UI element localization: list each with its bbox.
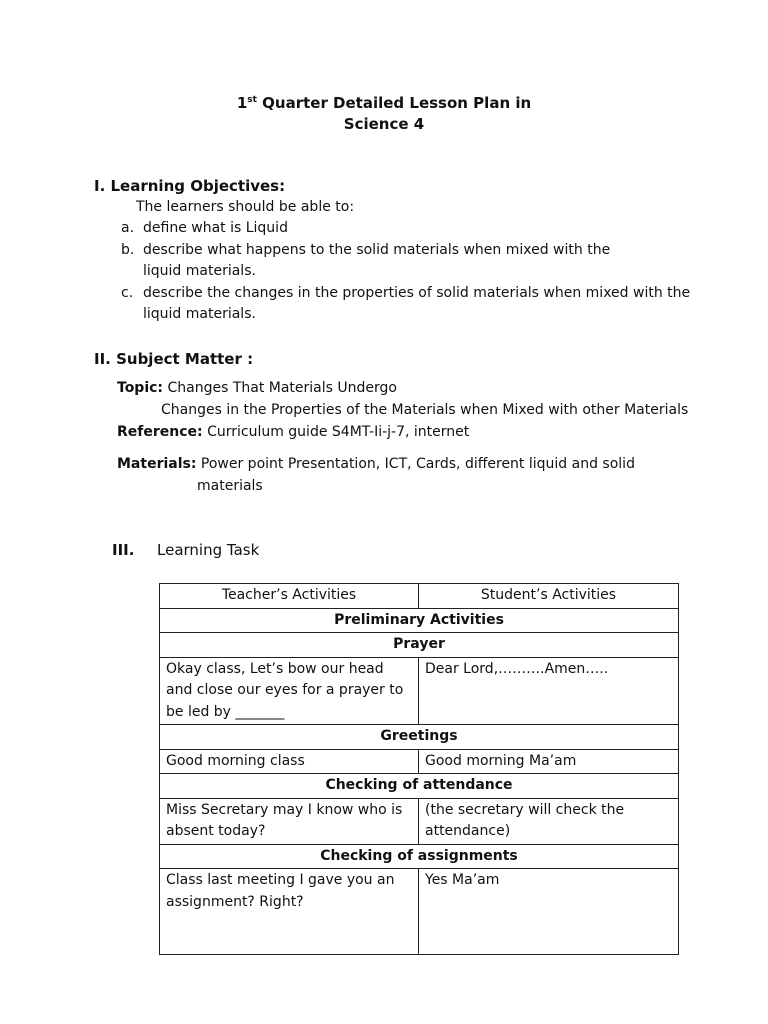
topic-sub: Changes in the Properties of the Materials when Mixed with other Materials [161, 402, 689, 418]
activities-table [159, 583, 679, 955]
col-header-teacher: Teacher’s Activities [160, 584, 419, 609]
learning-task-heading: Learning Task [157, 541, 260, 559]
table-row [160, 749, 679, 774]
doc-title-line1 [0, 94, 768, 112]
section-row [160, 608, 679, 633]
objective-c-text-line2: liquid materials. [143, 306, 256, 322]
section-row [160, 633, 679, 658]
attend-teacher-cell: Miss Secretary may I know who is absent today? [160, 798, 419, 844]
section-preliminary: Preliminary Activities [160, 608, 679, 633]
section-row [160, 774, 679, 799]
assign-teacher-cell: Class last meeting I gave you an assignment? Right? [160, 869, 419, 955]
section-attendance: Checking of attendance [160, 774, 679, 799]
section-assignments: Checking of assignments [160, 844, 679, 869]
reference-value: Curriculum guide S4MT-Ii-j-7, internet [202, 424, 470, 440]
section-row [160, 725, 679, 750]
col-header-student: Student’s Activities [419, 584, 679, 609]
reference-line [117, 424, 469, 440]
table-row [160, 798, 679, 844]
doc-title-line2: Science 4 [343, 115, 425, 133]
objectives-heading: I. Learning Objectives: [94, 177, 286, 195]
objective-b-marker: b. [121, 242, 135, 258]
greet-teacher-cell: Good morning class [160, 749, 419, 774]
objectives-intro: The learners should be able to: [136, 199, 355, 215]
objective-c-marker: c. [121, 285, 134, 301]
objective-a-marker: a. [121, 220, 135, 236]
objective-a-text: define what is Liquid [143, 220, 288, 236]
assign-student-cell: Yes Ma’am [419, 869, 679, 955]
topic-label: Topic: [117, 380, 164, 396]
title-ordinal-suffix: st [247, 95, 257, 105]
materials-line [117, 456, 635, 472]
materials-value-line2: materials [197, 478, 263, 494]
subject-matter-heading: II. Subject Matter : [94, 350, 254, 368]
topic-line [117, 380, 397, 396]
materials-label: Materials: [117, 456, 197, 472]
title-ordinal: 1 [236, 94, 248, 112]
objective-b-text-line1: describe what happens to the solid materials when mixed with the [143, 242, 611, 258]
objective-c-text-line1: describe the changes in the properties of solid materials when mixed with the [143, 285, 691, 301]
section-greetings: Greetings [160, 725, 679, 750]
greet-student-cell: Good morning Ma’am [419, 749, 679, 774]
reference-label: Reference: [117, 424, 203, 440]
prayer-student-cell: Dear Lord,……….Amen….. [419, 657, 679, 725]
table-row [160, 657, 679, 725]
topic-value: Changes That Materials Undergo [163, 380, 397, 396]
attend-student-cell: (the secretary will check the attendance) [419, 798, 679, 844]
objective-b-text-line2: liquid materials. [143, 263, 256, 279]
learning-task-number: III. [112, 541, 135, 559]
section-row [160, 844, 679, 869]
section-prayer: Prayer [160, 633, 679, 658]
materials-value: Power point Presentation, ICT, Cards, different liquid and solid [196, 456, 635, 472]
title-text: Quarter Detailed Lesson Plan in [256, 94, 532, 112]
prayer-teacher-cell: Okay class, Let’s bow our head and close our eyes for a prayer to be led by _______ [160, 657, 419, 725]
table-row [160, 869, 679, 955]
table-header-row [160, 584, 679, 609]
